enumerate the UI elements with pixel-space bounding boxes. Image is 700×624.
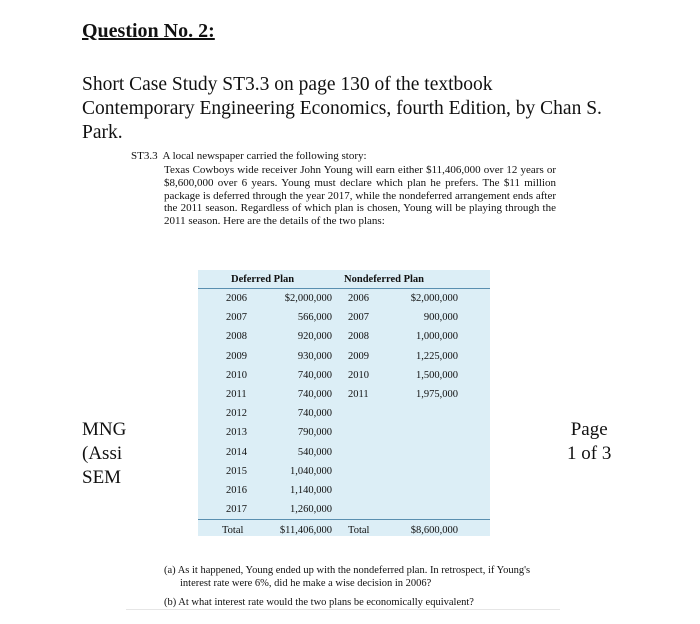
deferred-amount-cell: 540,000 [297, 446, 333, 458]
nondeferred-amount-cell [392, 443, 490, 462]
nondeferred-year-cell: 2011 [348, 389, 369, 401]
table-total-row [198, 520, 490, 541]
table-row [198, 443, 490, 462]
nondeferred-amount-cell: 900,000 [423, 312, 459, 324]
nondeferred-amount-cell [392, 404, 490, 423]
question-heading: Question No. 2: [82, 20, 215, 42]
nondeferred-plan-header: Nondeferred Plan [342, 270, 490, 289]
deferred-amount-cell: 740,000 [297, 369, 333, 381]
deferred-year-cell: 2017 [226, 504, 247, 516]
table-row [198, 289, 490, 309]
nondeferred-amount-cell [392, 481, 490, 500]
nondeferred-total-label: Total [342, 520, 392, 541]
nondeferred-year-cell: 2007 [348, 312, 370, 324]
deferred-amount-cell: 1,260,000 [290, 504, 333, 516]
table-row [198, 462, 490, 481]
plans-table [198, 270, 490, 536]
deferred-year-cell: 2011 [226, 389, 247, 401]
page-number: 1 of 3 [567, 443, 612, 464]
deferred-year-cell: 2016 [226, 484, 247, 496]
table-row [198, 423, 490, 442]
nondeferred-year-cell: 2008 [348, 331, 370, 343]
nondeferred-amount-cell [392, 500, 490, 520]
deferred-amount-cell: 1,040,000 [290, 465, 333, 477]
deferred-year-cell: 2006 [226, 293, 247, 305]
nondeferred-amount-cell: 1,975,000 [416, 389, 459, 401]
nondeferred-amount-cell [392, 462, 490, 481]
nondeferred-year-cell [342, 443, 392, 462]
nondeferred-total-amount: $8,600,000 [392, 520, 490, 541]
margin-left-line: (Assi [82, 443, 123, 464]
deferred-amount-cell: 566,000 [297, 312, 333, 324]
deferred-total-amount: $11,406,000 [270, 520, 342, 541]
nondeferred-year-cell: 2010 [348, 369, 370, 381]
table-row [198, 385, 490, 404]
deferred-year-cell: 2013 [226, 427, 247, 439]
table-row [198, 481, 490, 500]
table-row [198, 366, 490, 385]
margin-left-line: SEM [82, 467, 122, 488]
nondeferred-year-cell: 2009 [348, 350, 370, 362]
problem-body: Texas Cowboys wide receiver John Young will earn either $11,406,000 over 12 years or $8,600,000 over 6 years. Young must declare which plan he prefers. The $11 million package is deferred through the year 2017, while the nondeferred arrangement ends after the 2011 season. Regardless of which plan is chosen, Young will be playing through the 2011 season. Here are the details of the two plans: [164, 164, 556, 228]
nondeferred-year-cell [342, 423, 392, 442]
deferred-total-label: Total [198, 520, 270, 541]
problem-lead-text: A local newspaper carried the following story: [162, 150, 367, 162]
nondeferred-amount-cell: 1,500,000 [416, 369, 459, 381]
table-row [198, 347, 490, 366]
deferred-amount-cell: 790,000 [297, 427, 333, 439]
question-b: (b) At what interest rate would the two plans be economically equivalent? [164, 597, 474, 608]
nondeferred-amount-cell: 1,225,000 [416, 350, 459, 362]
margin-left-line: MNG [82, 419, 127, 440]
deferred-year-cell: 2008 [226, 331, 247, 343]
deferred-year-cell: 2010 [226, 369, 247, 381]
nondeferred-year-cell [342, 404, 392, 423]
nondeferred-year-cell [342, 462, 392, 481]
deferred-year-cell: 2015 [226, 465, 247, 477]
table-row [198, 500, 490, 520]
question-a: (a) As it happened, Young ended up with the nondeferred plan. In retrospect, if Young's interest rate were 6%, did he make a wise decision in 2006? [164, 565, 531, 589]
table-row [198, 404, 490, 423]
problem-id: ST3.3 [131, 150, 158, 162]
nondeferred-amount-cell [392, 423, 490, 442]
deferred-amount-cell: $2,000,000 [284, 293, 333, 305]
deferred-amount-cell: 920,000 [297, 331, 333, 343]
deferred-year-cell: 2014 [226, 446, 247, 458]
page-indicator [567, 418, 611, 466]
deferred-year-cell: 2007 [226, 312, 247, 324]
nondeferred-year-cell [342, 481, 392, 500]
deferred-plan-header: Deferred Plan [198, 270, 342, 289]
deferred-amount-cell: 740,000 [297, 389, 333, 401]
deferred-amount-cell: 930,000 [297, 350, 333, 362]
margin-left-text [82, 418, 126, 490]
divider [126, 609, 560, 610]
table-row [198, 308, 490, 327]
deferred-amount-cell: 1,140,000 [290, 484, 333, 496]
nondeferred-year-cell [342, 500, 392, 520]
nondeferred-year-cell: 2006 [348, 293, 370, 305]
deferred-year-cell: 2009 [226, 350, 247, 362]
problem-lead [131, 150, 367, 162]
table-row [198, 327, 490, 346]
intro-paragraph: Short Case Study ST3.3 on page 130 of the textbook Contemporary Engineering Economics, fourth Edition, by Chan S. Park. [82, 74, 602, 143]
deferred-amount-cell: 740,000 [297, 408, 333, 420]
deferred-year-cell: 2012 [226, 408, 247, 420]
table-header-row [198, 270, 490, 289]
nondeferred-amount-cell: 1,000,000 [416, 331, 459, 343]
nondeferred-amount-cell: $2,000,000 [410, 293, 459, 305]
page-label: Page [570, 419, 608, 440]
